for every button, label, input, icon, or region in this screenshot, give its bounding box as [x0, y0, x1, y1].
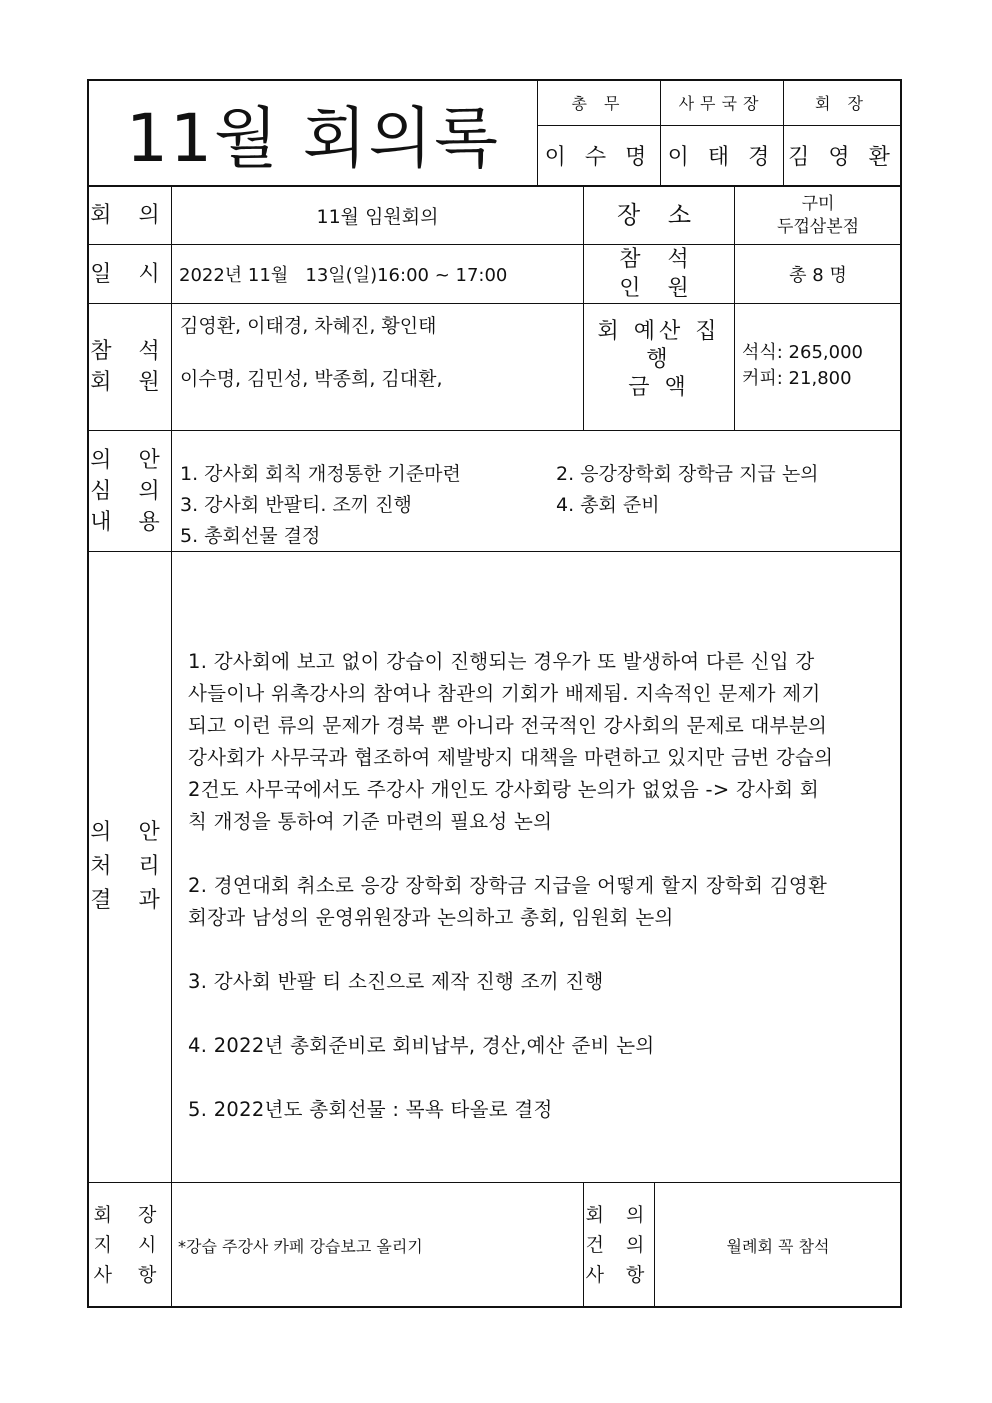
results-label-line-3: 결 과 — [90, 888, 170, 913]
agenda-label-line-2: 심 의 — [90, 478, 170, 504]
approval-name-treasurer: 이 수 명 — [544, 145, 653, 170]
budget-label-line-2: 행 — [646, 347, 672, 372]
budget-label-line-3: 금 액 — [628, 375, 690, 400]
members-list — [180, 313, 580, 392]
budget-coffee: 커피: 21,800 — [742, 368, 852, 389]
results-label-line-2: 처 리 — [90, 854, 170, 879]
meeting-label: 회 의 — [90, 203, 170, 228]
attendance-label — [584, 245, 734, 303]
members-line-2: 이수명, 김민성, 박종희, 김대환, — [180, 368, 443, 390]
result-item-3: 3. 강사회 반팔 티 소진으로 제작 진행 조끼 진행 — [188, 970, 604, 993]
approval-name-president: 김 영 환 — [788, 145, 896, 170]
result-item-1-line-4: 강사회가 사무국과 협조하여 제발방지 대책을 마련하고 있지만 금번 강습의 — [188, 746, 834, 769]
result-item-1-line-3: 되고 이런 류의 문제가 경북 뿐 아니라 전국적인 강사회의 문제로 대부분의 — [188, 714, 828, 737]
members-label-line-2: 회 원 — [90, 370, 170, 395]
agenda-item-2: 2. 응강장학회 장학금 지급 논의 — [556, 463, 819, 485]
place-value-line-2: 두껍삼본점 — [776, 216, 860, 237]
attendance-count: 총 8 명 — [789, 265, 847, 286]
suggest-label-line-3: 사 항 — [585, 1264, 653, 1286]
result-item-5: 5. 2022년도 총회선물 : 목욕 타올로 결정 — [188, 1098, 553, 1121]
agenda-item-3: 3. 강사회 반팔티. 조끼 진행 — [180, 494, 412, 516]
meeting-suggestions-value: 월례회 꼭 참석 — [726, 1236, 830, 1256]
meeting-suggestions-label — [584, 1183, 654, 1307]
results-label — [89, 552, 171, 1182]
result-item-1-line-6: 칙 개정을 통하여 기준 마련의 필요성 논의 — [188, 810, 553, 833]
attendance-label-line-1: 참 석 — [619, 247, 699, 272]
place-label: 장 소 — [617, 201, 701, 229]
datetime-value: 2022년 11월 13일(일)16:00 ~ 17:00 — [179, 265, 508, 286]
agenda-item-4: 4. 총회 준비 — [556, 494, 660, 516]
result-item-1-line-2: 사들이나 위촉강사의 참여나 참관의 기회가 배제됨. 지속적인 문제가 제기 — [188, 682, 821, 705]
members-label — [89, 304, 171, 430]
budget-dinner: 석식: 265,000 — [742, 342, 863, 363]
agenda-item-5: 5. 총회선물 결정 — [180, 525, 321, 547]
approval-role-secretary-general: 사무국장 — [678, 94, 765, 113]
president-instructions-label — [89, 1183, 171, 1307]
agenda-label-line-1: 의 안 — [90, 447, 170, 473]
suggest-label-line-1: 회 의 — [585, 1204, 653, 1226]
agenda-label-line-3: 내 용 — [90, 509, 170, 535]
place-value-line-1: 구미 — [801, 193, 835, 214]
results-body — [188, 646, 893, 1126]
approval-role-treasurer: 총 무 — [571, 94, 626, 113]
result-item-4: 4. 2022년 총회준비로 회비납부, 경산,예산 준비 논의 — [188, 1034, 655, 1057]
budget-label-line-1: 회 예산 집 — [597, 319, 721, 344]
members-line-1: 김영환, 이태경, 차혜진, 황인태 — [180, 315, 437, 337]
president-label-line-3: 사 항 — [93, 1264, 167, 1286]
agenda-label — [89, 431, 171, 551]
results-label-line-1: 의 안 — [90, 820, 170, 845]
place-value — [735, 187, 901, 244]
approval-name-secretary-general: 이 태 경 — [667, 145, 776, 170]
result-item-1-line-1: 1. 강사회에 보고 없이 강습이 진행되는 경우가 또 발생하여 다른 신입 강 — [188, 650, 815, 673]
suggest-label-line-2: 건 의 — [585, 1234, 653, 1256]
result-item-2-line-2: 회장과 남성의 운영위원장과 논의하고 총회, 임원회 논의 — [188, 906, 674, 929]
president-label-line-2: 지 시 — [93, 1234, 167, 1256]
result-item-1-line-5: 2건도 사무국에서도 주강사 개인도 강사회랑 논의가 없었음 -> 강사회 회 — [188, 778, 820, 801]
president-instructions-value: *강습 주강사 카페 강습보고 올리기 — [178, 1236, 423, 1256]
result-item-2-line-1: 2. 경연대회 취소로 응강 장학회 장학금 지급을 어떻게 할지 장학회 김영환 — [188, 874, 828, 897]
attendance-label-line-2: 인 원 — [619, 276, 699, 301]
president-label-line-1: 회 장 — [93, 1204, 167, 1226]
meeting-value: 11월 임원회의 — [316, 206, 439, 228]
document-title: 11월 회의록 — [126, 100, 500, 177]
budget-values — [742, 340, 900, 392]
budget-label — [584, 318, 734, 418]
datetime-label: 일 시 — [90, 261, 170, 287]
agenda-item-1: 1. 강사회 회칙 개정통한 기준마련 — [180, 463, 461, 485]
approval-role-president: 회 장 — [815, 94, 869, 113]
members-label-line-1: 참 석 — [90, 339, 170, 364]
